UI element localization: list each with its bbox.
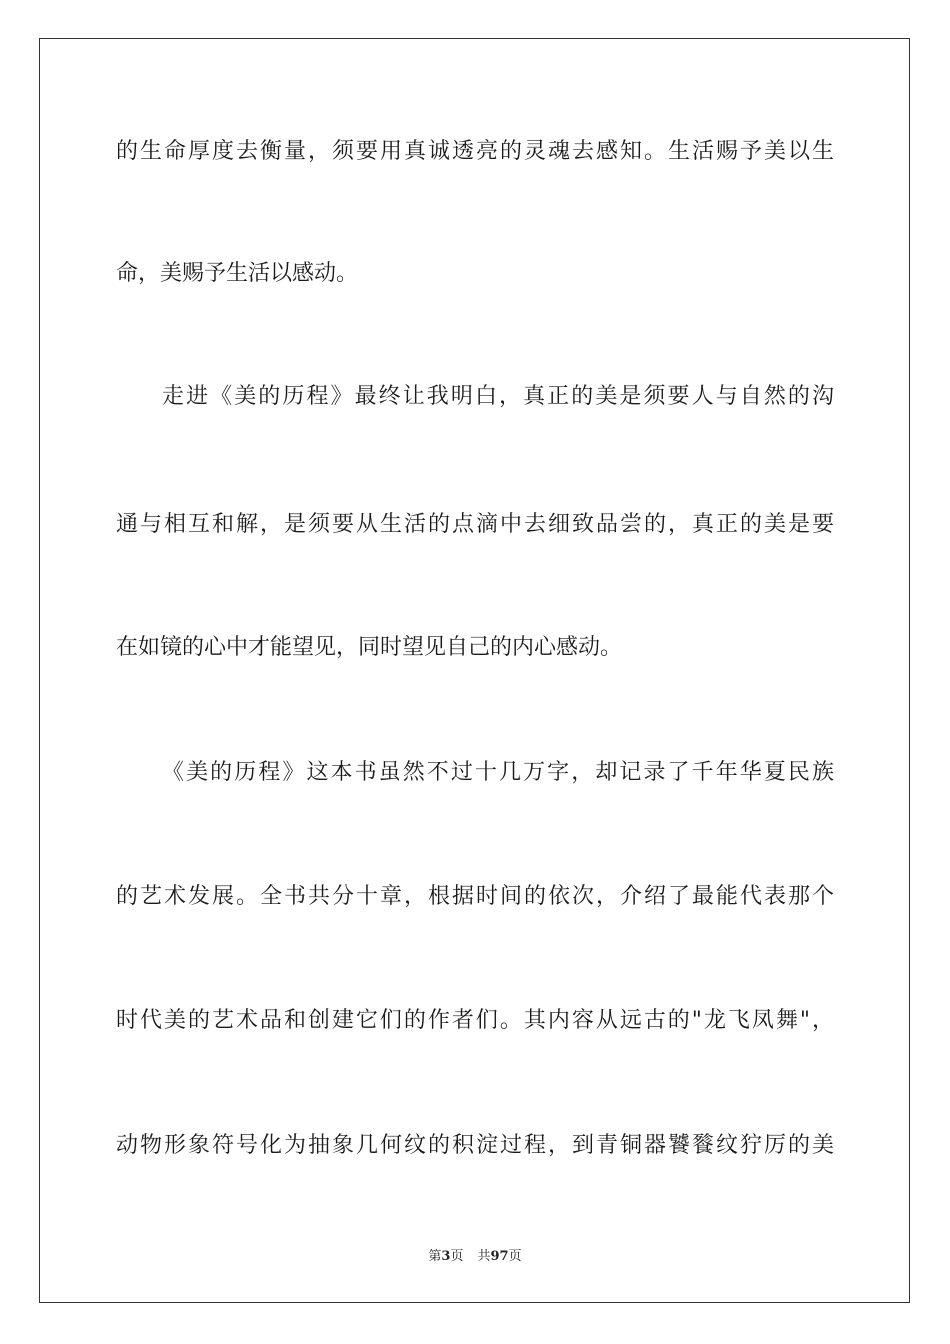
total-pages: 97 xyxy=(490,1249,509,1264)
total-prefix: 共 xyxy=(477,1249,491,1264)
page-number: 3 xyxy=(441,1249,451,1264)
text-line: 时代美的艺术品和创建它们的作者们。其内容从远古的"龙飞凤舞"， xyxy=(116,1008,834,1033)
paragraph-start-line: 《美的历程》这本书虽然不过十几万字，却记录了千年华夏民族 xyxy=(162,760,834,785)
page-suffix: 页 xyxy=(450,1249,464,1264)
text-line: 的生命厚度去衡量，须要用真诚透亮的灵魂去感知。生活赐予美以生 xyxy=(116,139,834,164)
text-line: 动物形象符号化为抽象几何纹的积淀过程，到青铜器饕餮纹狞厉的美 xyxy=(116,1133,834,1158)
page-prefix: 第 xyxy=(428,1249,442,1264)
text-line: 的艺术发展。全书共分十章，根据时间的依次，介绍了最能代表那个 xyxy=(116,884,834,909)
total-suffix: 页 xyxy=(508,1249,522,1264)
text-line: 命，美赐予生活以感动。 xyxy=(116,261,359,286)
page-border xyxy=(39,38,910,1303)
page-footer xyxy=(0,1248,950,1266)
text-line: 通与相互和解，是须要从生活的点滴中去细致品尝的，真正的美是要 xyxy=(116,512,834,537)
paragraph-start-line: 走进《美的历程》最终让我明白，真正的美是须要人与自然的沟 xyxy=(162,384,834,409)
text-line: 在如镜的心中才能望见，同时望见自己的内心感动。 xyxy=(116,635,623,660)
